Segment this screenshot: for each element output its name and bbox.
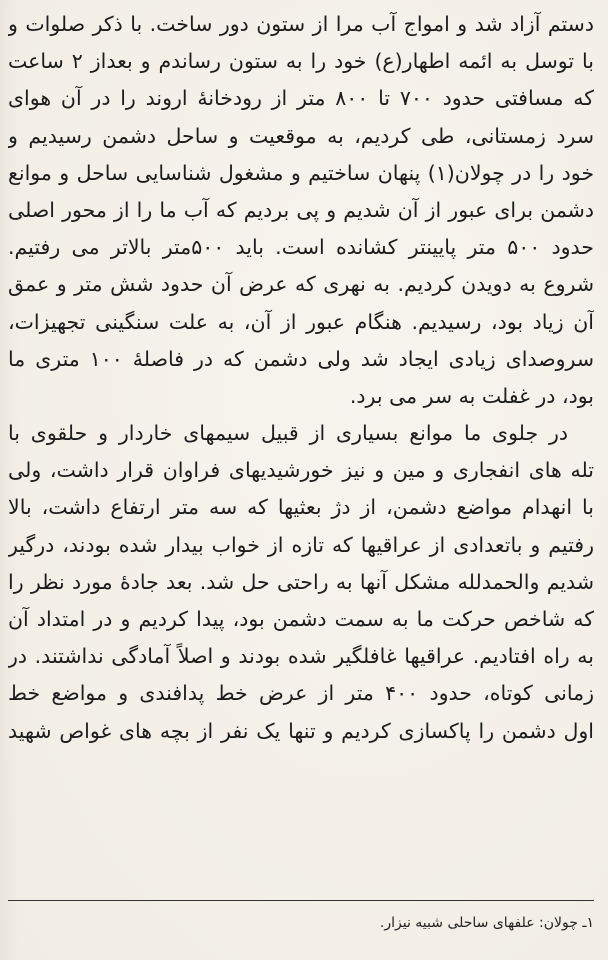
text-line-19: زمانی کوتاه، حدود ۴۰۰ متر از عرض خط پدافندی و مواضع خط (8, 681, 594, 706)
text-line-12: در جلوی ما موانع بسیاری از قبیل سیمهای خاردار و حلقوی با (8, 421, 568, 446)
text-line-2: با توسل به ائمه اطهار(ع) خود را به ستون رساندم و بعداز ۲ ساعت (8, 49, 594, 74)
text-line-14: با انهدام مواضع دشمن، از دژ بعثیها که سه متر ارتفاع داشت، بالا (8, 495, 594, 520)
text-line-7: حدود ۵۰۰ متر پایینتر کشانده است. باید ۵۰۰متر بالاتر می رفتیم. (8, 235, 594, 260)
text-line-1: دستم آزاد شد و امواج آب مرا از ستون دور ساخت. با ذکر صلوات و (8, 12, 594, 36)
text-line-13: تله های انفجاری و مین و نیز خورشیدیهای فراوان قرار داشت، ولی (8, 458, 594, 483)
text-line-17: که شاخص حرکت ما به سمت دشمن بود، پیدا کردیم و در امتداد آن (8, 607, 594, 631)
text-line-15: رفتیم و باتعدادی از عراقیها که تازه از خواب بیدار شده بودند، درگیر (8, 532, 594, 557)
text-line-4: سرد زمستانی، طی کردیم، به موقعیت و ساحل دشمن رسیدیم و (8, 123, 594, 148)
text-line-5: خود را در چولان(۱) پنهان ساختیم و مشغول شناسایی ساحل و موانع (8, 160, 594, 185)
text-line-9: آن زیاد بود، رسیدیم. هنگام عبور از آن، به علت سنگینی تجهیزات، (8, 309, 594, 334)
text-line-18: به راه افتادیم. عراقیها غافلگیر شده بودند و اصلاً آمادگی نداشتند. در (8, 644, 594, 669)
text-line-16: شدیم والحمدلله مشکل آنها به راحتی حل شد. بعد جادهٔ مورد نظر را (8, 569, 594, 594)
text-line-3: که مسافتی حدود ۷۰۰ تا ۸۰۰ متر از رودخانهٔ اروند را در آن هوای (8, 86, 594, 111)
text-line-11: بود، در غفلت به سر می برد. (349, 383, 594, 408)
text-line-8: شروع به دویدن کردیم. به نهری که عرض آن حدود شش متر و عمق (8, 272, 594, 297)
text-line-6: دشمن برای عبور از آن شدیم و پی بردیم که آب ما را از محور اصلی (8, 197, 594, 222)
footnote: ۱ـ چولان: علفهای ساحلی شبیه نیزار. (379, 915, 594, 931)
text-line-10: سروصدای زیادی ایجاد شد ولی دشمن که در فاصلهٔ ۱۰۰ متری ما (8, 346, 594, 371)
footnote-divider (8, 900, 594, 901)
body-text (8, 6, 594, 750)
text-line-20: اول دشمن را پاکسازی کردیم و تنها یک نفر از بچه های غواص شهید (8, 718, 594, 743)
